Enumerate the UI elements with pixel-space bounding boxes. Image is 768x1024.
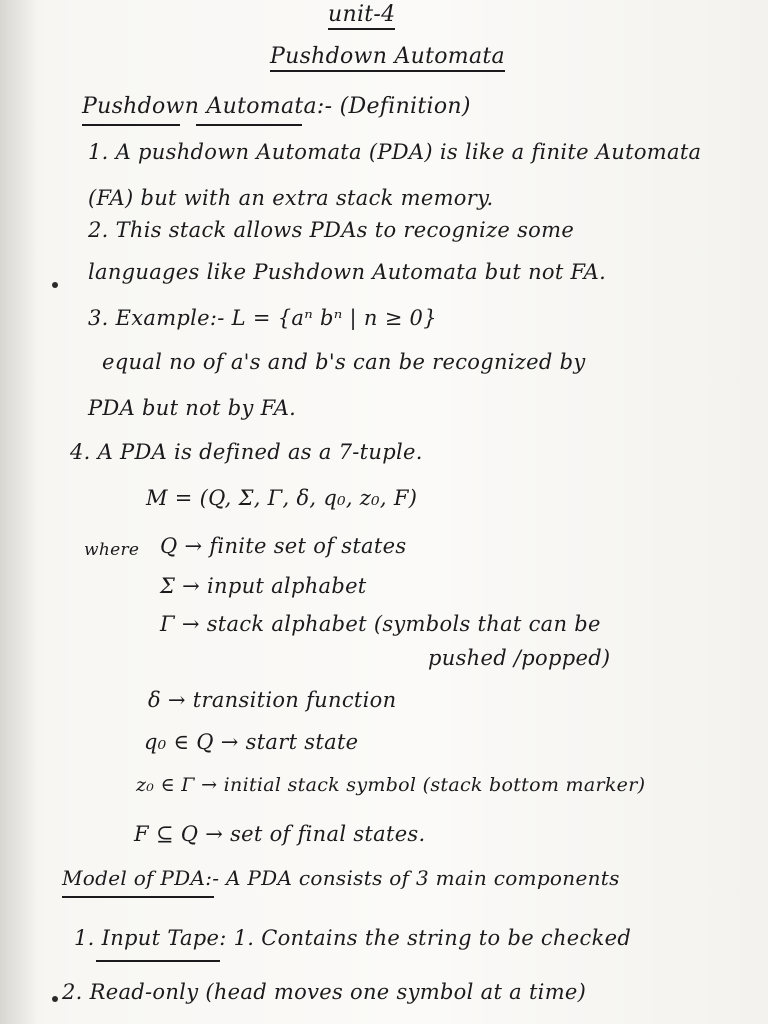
margin-dot xyxy=(52,282,58,288)
item-underline xyxy=(96,960,220,962)
section-heading-definition: Pushdown Automata:- (Definition) xyxy=(82,94,471,119)
point-3-line-a: 3. Example:- L = {aⁿ bⁿ | n ≥ 0} xyxy=(88,306,437,330)
point-1-line-a: 1. A pushdown Automata (PDA) is like a finite Automata xyxy=(88,140,702,164)
model-item-2: 2. Read-only (head moves one symbol at a time) xyxy=(62,980,587,1004)
page-title: Pushdown Automata xyxy=(270,44,505,72)
where-sigma: Σ → input alphabet xyxy=(160,574,367,598)
point-2-line-b: languages like Pushdown Automata but not FA. xyxy=(88,260,607,284)
unit-label: unit-4 xyxy=(328,2,395,30)
model-item-1: 1. Input Tape: 1. Contains the string to be checked xyxy=(74,926,632,950)
margin-dot xyxy=(52,996,58,1002)
where-delta: δ → transition function xyxy=(148,688,397,712)
heading-underline xyxy=(82,124,180,126)
tuple-definition: M = (Q, Σ, Γ, δ, q₀, z₀, F) xyxy=(146,486,418,510)
where-gamma-b: pushed /popped) xyxy=(428,646,611,670)
point-4: 4. A PDA is defined as a 7-tuple. xyxy=(70,440,423,464)
where-z0: z₀ ∈ Γ → initial stack symbol (stack bottom marker) xyxy=(136,774,646,796)
where-gamma-a: Γ → stack alphabet (symbols that can be xyxy=(160,612,601,636)
section-heading-model: Model of PDA:- A PDA consists of 3 main components xyxy=(62,866,620,890)
heading-underline xyxy=(196,124,302,126)
where-f: F ⊆ Q → set of final states. xyxy=(134,822,426,846)
point-1-line-b: (FA) but with an extra stack memory. xyxy=(88,186,494,210)
heading-underline xyxy=(62,896,214,898)
where-q: Q → finite set of states xyxy=(160,534,407,558)
page-margin xyxy=(0,0,38,1024)
where-label: where xyxy=(84,540,140,560)
point-3-line-b: equal no of a's and b's can be recognized by xyxy=(102,350,586,374)
point-3-line-c: PDA but not by FA. xyxy=(88,396,297,420)
point-2-line-a: 2. This stack allows PDAs to recognize some xyxy=(88,218,575,242)
where-q0: q₀ ∈ Q → start state xyxy=(144,730,359,754)
